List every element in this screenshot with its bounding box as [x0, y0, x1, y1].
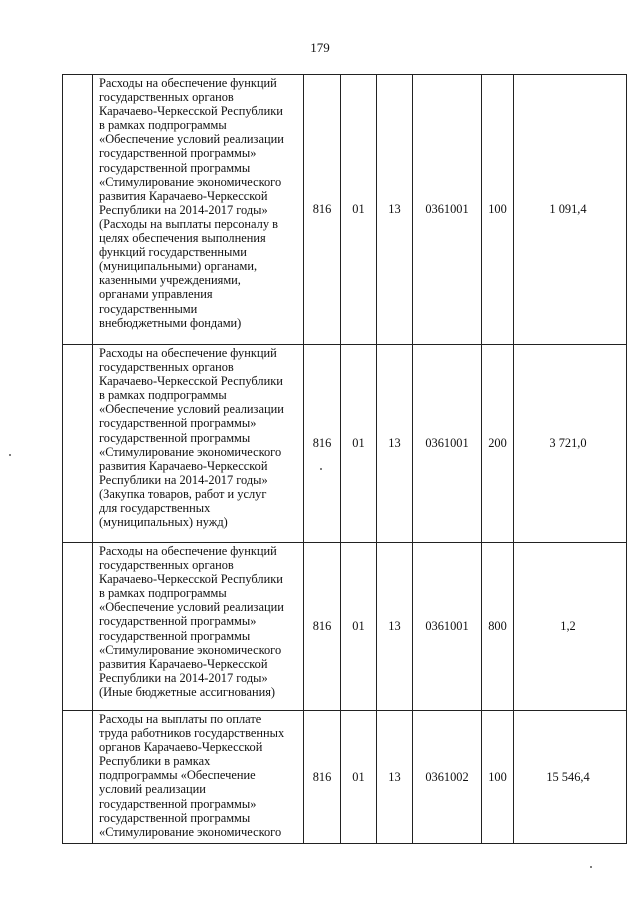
description-text: Расходы на выплаты по оплате труда работников государственных органов Карачаево-Черкесской Республики в рамках подпрограммы «Обеспечение условий реализации государственной программы» государственной программы «Стимулирование экономического: [99, 712, 285, 839]
description-cell: [93, 711, 304, 844]
table-row: [63, 345, 627, 543]
target-article-cell: 0361001: [413, 543, 482, 711]
row-number-cell: [63, 345, 93, 543]
amount-cell: 1 091,4: [514, 75, 627, 345]
expense-type-cell: 100: [482, 75, 514, 345]
row-number-cell: [63, 711, 93, 844]
amount-cell: 15 546,4: [514, 711, 627, 844]
amount-cell: 1,2: [514, 543, 627, 711]
scan-speck: [320, 468, 322, 470]
ministry-cell: 816: [304, 711, 341, 844]
scan-speck: [590, 866, 592, 868]
subsection-cell: 13: [377, 711, 413, 844]
ministry-cell: 816: [304, 543, 341, 711]
section-cell: 01: [341, 543, 377, 711]
target-article-cell: 0361001: [413, 75, 482, 345]
description-cell: [93, 75, 304, 345]
section-cell: 01: [341, 75, 377, 345]
amount-cell: 3 721,0: [514, 345, 627, 543]
ministry-cell: 816: [304, 75, 341, 345]
target-article-cell: 0361001: [413, 345, 482, 543]
row-number-cell: [63, 543, 93, 711]
row-number-cell: [63, 75, 93, 345]
ministry-cell: 816: [304, 345, 341, 543]
description-text: Расходы на обеспечение функций государственных органов Карачаево-Черкесской Республики в рамках подпрограммы «Обеспечение условий реализации государственной программы» государственной программы «Стимулирование экономического развития Карачаево-Черкесской Республики на 2014-2017 годы» (Расходы на выплаты персоналу в целях обеспечения выполнения функций государственными (муниципальными) органами, казенными учреждениями, органами управления государственными внебюджетными фондами): [99, 76, 284, 330]
subsection-cell: 13: [377, 345, 413, 543]
section-cell: 01: [341, 711, 377, 844]
description-cell: [93, 543, 304, 711]
table-row: [63, 75, 627, 345]
scan-speck: [9, 454, 11, 456]
target-article-cell: 0361002: [413, 711, 482, 844]
subsection-cell: 13: [377, 543, 413, 711]
expense-type-cell: 200: [482, 345, 514, 543]
description-text: Расходы на обеспечение функций государственных органов Карачаево-Черкесской Республики в рамках подпрограммы «Обеспечение условий реализации государственной программы» государственной программы «Стимулирование экономического развития Карачаево-Черкесской Республики на 2014-2017 годы» (Закупка товаров, работ и услуг для государственных (муниципальных) нужд): [99, 346, 284, 530]
description-text: Расходы на обеспечение функций государственных органов Карачаево-Черкесской Республики в рамках подпрограммы «Обеспечение условий реализации государственной программы» государственной программы «Стимулирование экономического развития Карачаево-Черкесской Республики на 2014-2017 годы» (Иные бюджетные ассигнования): [99, 544, 284, 699]
budget-table: [62, 74, 627, 844]
table-row: [63, 711, 627, 844]
table-row: [63, 543, 627, 711]
description-cell: [93, 345, 304, 543]
section-cell: 01: [341, 345, 377, 543]
page-number: 179: [310, 40, 330, 55]
expense-type-cell: 100: [482, 711, 514, 844]
subsection-cell: 13: [377, 75, 413, 345]
expense-type-cell: 800: [482, 543, 514, 711]
